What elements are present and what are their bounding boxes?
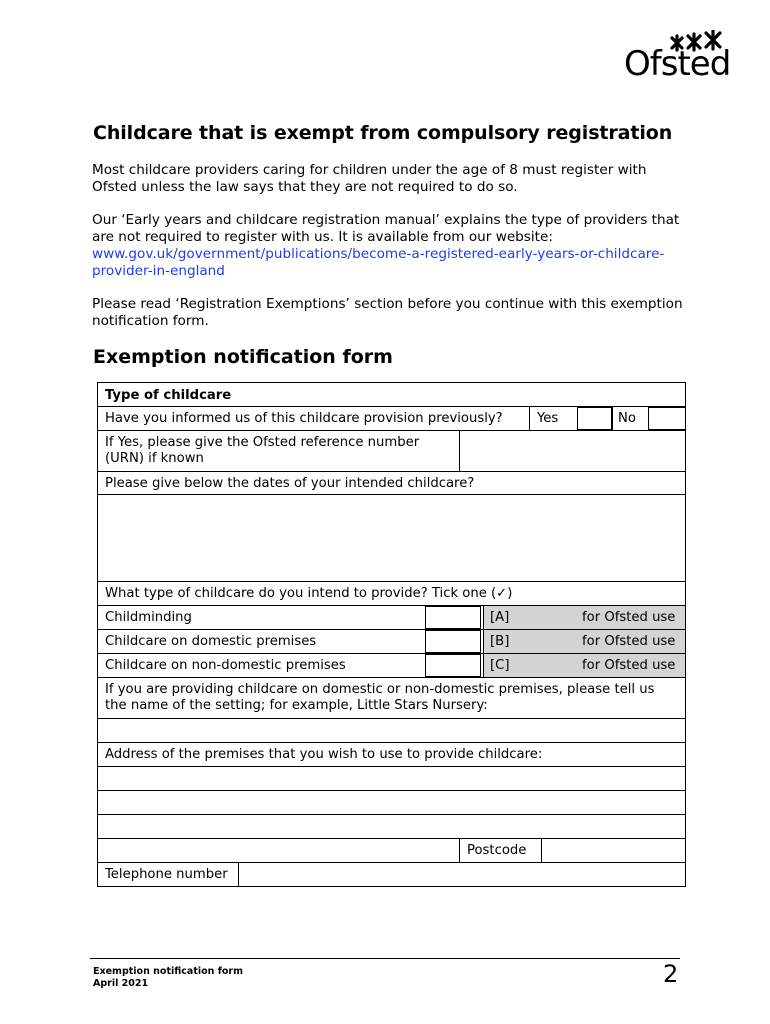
footer-date: April 2021 xyxy=(93,978,149,989)
option-checkbox-b[interactable] xyxy=(425,630,481,653)
no-checkbox[interactable] xyxy=(648,407,686,430)
dates-row xyxy=(98,472,685,495)
office-use-cell xyxy=(483,630,685,653)
exemption-form xyxy=(97,382,686,887)
telephone-label: Telephone number xyxy=(105,867,228,882)
option-row-domestic xyxy=(98,630,685,654)
urn-input[interactable] xyxy=(459,431,685,471)
dates-question: Please give below the dates of your intended childcare? xyxy=(105,476,475,491)
form-title: Exemption notification form xyxy=(93,346,393,368)
intro-paragraph-2 xyxy=(92,212,692,280)
no-label: No xyxy=(618,411,636,426)
intro-paragraph-3: Please read ‘Registration Exemptions’ section before you continue with this exemption notification form. xyxy=(92,296,683,329)
intro-paragraph-1: Most childcare providers caring for children under the age of 8 must register with Ofsted unless the law says that they are not required to do so. xyxy=(92,162,647,195)
type-question-row xyxy=(98,582,685,606)
office-use-label: for Ofsted use xyxy=(582,610,676,625)
option-code: [C] xyxy=(490,658,510,673)
office-use-cell xyxy=(483,654,685,677)
urn-row xyxy=(98,431,685,472)
telephone-row xyxy=(98,863,685,886)
option-code: [B] xyxy=(490,634,510,649)
dates-input[interactable] xyxy=(98,495,685,582)
yes-label: Yes xyxy=(537,411,559,426)
yes-checkbox[interactable] xyxy=(577,407,612,430)
section-heading: Type of childcare xyxy=(105,388,232,403)
option-checkbox-a[interactable] xyxy=(425,606,481,629)
setting-name-input[interactable] xyxy=(98,719,685,743)
postcode-label-cell xyxy=(459,839,541,862)
address-line-3-input[interactable] xyxy=(98,815,685,839)
yes-cell xyxy=(529,407,577,430)
postcode-input[interactable] xyxy=(541,839,685,862)
intro-paragraph-2-text: Our ‘Early years and childcare registration manual’ explains the type of providers that are not required to register with us. It is available from our website: xyxy=(92,212,680,245)
office-use-label: for Ofsted use xyxy=(582,658,676,673)
footer-label xyxy=(93,966,243,990)
postcode-label: Postcode xyxy=(467,843,527,858)
option-label: Childcare on domestic premises xyxy=(105,634,317,649)
form-section-heading-row xyxy=(98,383,685,407)
manual-link[interactable]: www.gov.uk/government/publications/become-a-registered-early-years-or-childcare-provider-in-england xyxy=(92,246,665,279)
option-label: Childcare on non-domestic premises xyxy=(105,658,346,673)
option-row-childminding xyxy=(98,606,685,630)
telephone-input[interactable] xyxy=(238,863,685,886)
address-line-1-input[interactable] xyxy=(98,767,685,791)
option-code: [A] xyxy=(490,610,510,625)
ofsted-logo xyxy=(624,30,730,86)
footer-form-name: Exemption notification form xyxy=(93,966,243,977)
no-cell xyxy=(612,407,648,430)
option-checkbox-c[interactable] xyxy=(425,654,481,677)
setting-name-row xyxy=(98,678,685,719)
address-row xyxy=(98,743,685,767)
office-use-label: for Ofsted use xyxy=(582,634,676,649)
footer-divider xyxy=(90,958,680,959)
option-row-non-domestic xyxy=(98,654,685,678)
page-title: Childcare that is exempt from compulsory registration xyxy=(93,122,673,144)
postcode-row xyxy=(98,839,685,863)
page-number: 2 xyxy=(663,960,679,988)
address-question: Address of the premises that you wish to use to provide childcare: xyxy=(105,747,543,762)
informed-row xyxy=(98,407,685,431)
logo-wordmark: Ofsted xyxy=(624,44,731,84)
option-label: Childminding xyxy=(105,610,192,625)
informed-question: Have you informed us of this childcare provision previously? xyxy=(105,411,503,426)
type-question: What type of childcare do you intend to provide? Tick one (✓) xyxy=(105,586,513,601)
address-line-2-input[interactable] xyxy=(98,791,685,815)
urn-question: If Yes, please give the Ofsted reference number (URN) if known xyxy=(105,435,420,466)
setting-name-question: If you are providing childcare on domestic or non-domestic premises, please tell us the name of the setting; for example, Little Stars Nursery: xyxy=(105,682,655,713)
office-use-cell xyxy=(483,606,685,629)
